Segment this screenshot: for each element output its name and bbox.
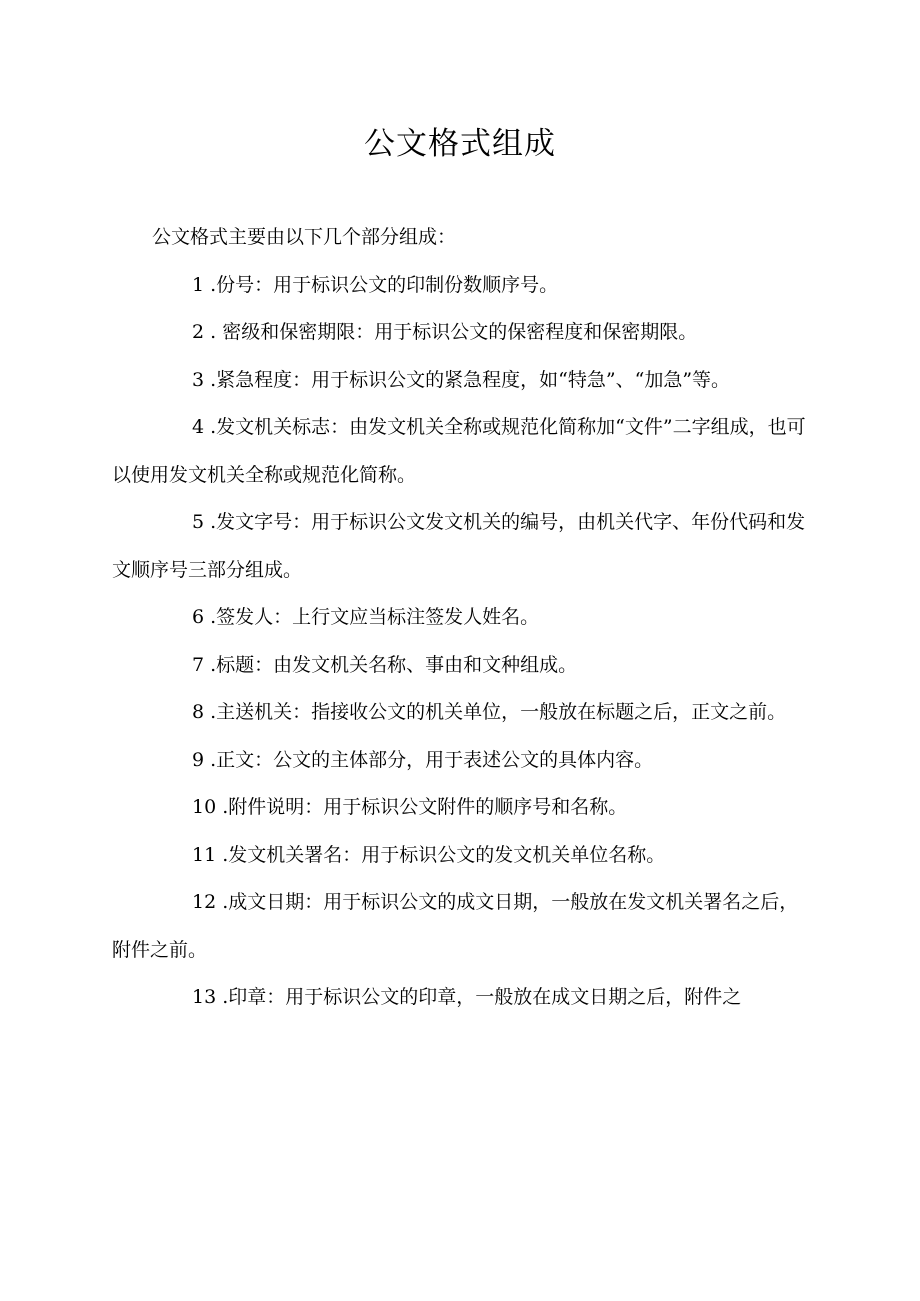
item-text: .标题：由发文机关名称、事由和文种组成。	[204, 653, 578, 676]
item-number: 10	[192, 796, 217, 818]
item-text: .发文机关标志：由发文机关全称或规范化简称加“文件”二字组成，也可以使用发文机关全称或规范化简称。	[112, 416, 806, 486]
item-text: .紧急程度：用于标识公文的紧急程度，如“特急”、“加急”等。	[204, 368, 731, 391]
page-title: 公文格式组成	[364, 126, 556, 162]
item-number: 4	[192, 416, 205, 438]
item-number: 8	[192, 701, 205, 723]
list-item	[112, 499, 812, 594]
item-number: 12	[192, 891, 217, 913]
list-item	[112, 309, 812, 357]
item-text: .发文字号：用于标识公文发文机关的编号，由机关代字、年份代码和发文顺序号三部分组成。	[112, 511, 806, 581]
item-number: 7	[192, 653, 205, 676]
item-number: 5	[192, 511, 205, 533]
item-number: 6	[192, 606, 205, 628]
item-number: 2	[192, 321, 205, 343]
document-body	[112, 214, 812, 1022]
item-text: .发文机关署名：用于标识公文的发文机关单位名称。	[216, 843, 666, 866]
list-item	[112, 404, 812, 499]
list-item	[112, 784, 812, 832]
item-text: .主送机关：指接收公文的机关单位，一般放在标题之后，正文之前。	[204, 701, 787, 723]
item-number: 1	[192, 273, 205, 296]
list-item	[112, 594, 812, 642]
item-text: .成文日期：用于标识公文的成文日期，一般放在发文机关署名之后，附件之前。	[112, 891, 799, 961]
item-number: 13	[192, 986, 217, 1008]
item-number: 3	[192, 368, 205, 391]
list-item	[112, 974, 812, 1022]
item-text: .印章：用于标识公文的印章，一般放在成文日期之后，附件之	[216, 986, 742, 1008]
list-item	[112, 832, 812, 880]
list-item	[112, 357, 812, 405]
list-item	[112, 879, 812, 974]
list-item	[112, 642, 812, 690]
item-number: 9	[192, 748, 205, 771]
item-text: .附件说明：用于标识公文附件的顺序号和名称。	[216, 796, 628, 818]
list-item	[112, 262, 812, 310]
item-text: .份号：用于标识公文的印制份数顺序号。	[204, 273, 559, 296]
list-item	[112, 689, 812, 737]
intro-paragraph: 公文格式主要由以下几个部分组成：	[152, 226, 457, 248]
item-text: .签发人：上行文应当标注签发人姓名。	[204, 606, 540, 628]
list-item	[112, 737, 812, 785]
item-number: 11	[192, 843, 217, 866]
item-text: .正文：公文的主体部分，用于表述公文的具体内容。	[204, 748, 654, 771]
item-text: . 密级和保密期限：用于标识公文的保密程度和保密期限。	[204, 321, 698, 343]
